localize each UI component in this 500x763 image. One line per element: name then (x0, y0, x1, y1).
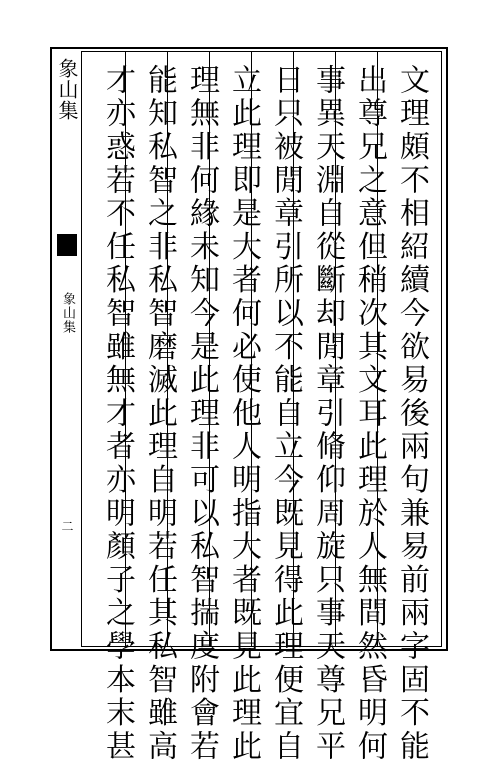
center-margin-strip (52, 49, 81, 649)
margin-folio-number: 二 (60, 520, 74, 532)
text-column-7: 能知私智之非私智磨滅此理自明若任其私智雖高 (142, 64, 177, 763)
text-column-1: 文理頗不相紹續今欲易後兩句兼易前兩字固不能 (394, 64, 429, 763)
text-column-6: 理無非何緣未知今是此理非可以私智揣度附會若 (184, 64, 219, 763)
text-column-5: 立此理即是大者何必使他人明指大者既見此理此 (226, 64, 261, 763)
text-column-3: 事異天淵自從斷却閒章引脩仰周旋只事天尊兄平 (310, 64, 345, 763)
text-column-4: 日只被閒章引所以不能自立今既見得此理便宜自 (268, 64, 303, 763)
text-column-8: 才亦惑若不任私智雖無才者亦明顏子之學本末甚 (100, 64, 135, 763)
margin-book-title: 象山集 (55, 58, 79, 121)
text-column-2: 出尊兄之意但稍次其文耳此理於人無間然昏明何 (352, 64, 387, 763)
margin-section-label: 象山集 (60, 292, 75, 334)
fishtail-mark (57, 234, 77, 256)
